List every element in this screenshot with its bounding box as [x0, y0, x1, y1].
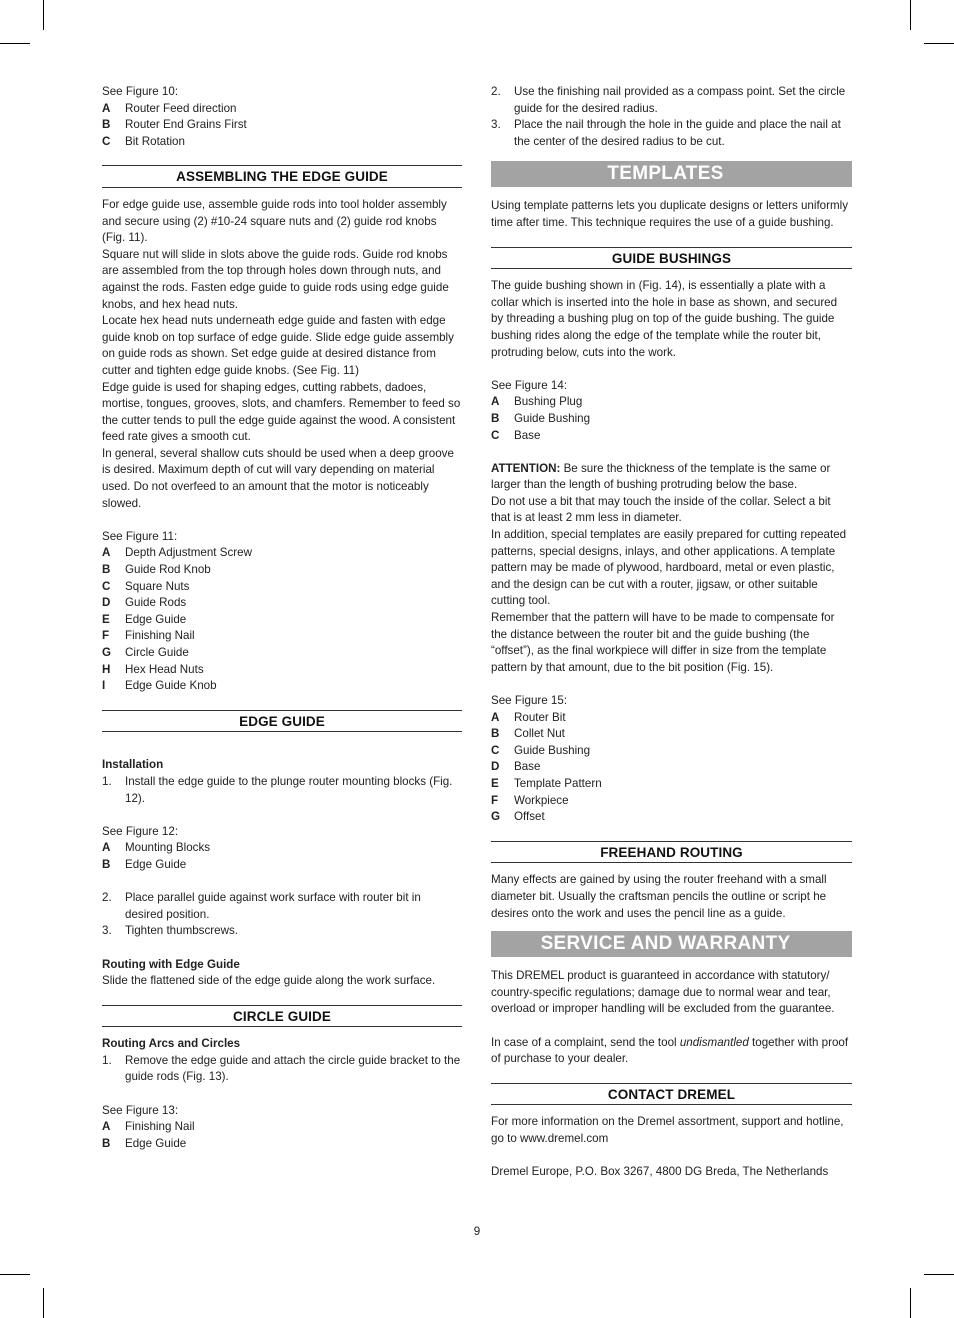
list-item: D Guide Rods [102, 596, 187, 610]
list-item: C Bit Rotation [102, 134, 185, 148]
list-item: B Guide Rod Knob [102, 563, 211, 577]
crop-mark [924, 1274, 954, 1275]
paragraph: In general, several shallow cuts should be used when a deep groove is desired. Maximum depth of cut will vary depending on material used. Do not overfeed to an amount that the motor is noticeably slowed. [102, 446, 454, 510]
left-column [102, 84, 462, 1152]
circle-guide-heading: CIRCLE GUIDE [102, 1005, 462, 1028]
fig10-intro: See Figure 10: [102, 85, 179, 98]
templates-heading: TEMPLATES [491, 161, 852, 187]
fig10-list [102, 101, 462, 151]
list-item: B Edge Guide [102, 1136, 187, 1150]
paragraph: Many effects are gained by using the router freehand with a small diameter bit. Usually the craftsman pencils the outline or script he desires onto the work and uses the pencil line as a guide. [491, 873, 827, 920]
list-item: G Circle Guide [102, 646, 189, 659]
complaint-paragraph: In case of a complaint, send the tool undismantled together with proof of purchase to your dealer. [491, 1035, 849, 1066]
list-item: A Bushing Plug [491, 395, 583, 409]
list-item: G Offset [491, 810, 545, 824]
right-column [491, 84, 852, 1181]
attention-label: ATTENTION: [491, 461, 561, 475]
freehand-routing-heading: FREEHAND ROUTING [491, 841, 852, 864]
list-item: A Router Bit [491, 710, 566, 724]
page-number: 9 [473, 1225, 481, 1238]
crop-mark [0, 43, 30, 44]
paragraph: Remember that the pattern will have to be made to compensate for the distance between the router bit and the guide bushing (the “offset”), as the final workpiece will differ in size from the template pattern by that amount, due to the bit position (Fig. 15). [491, 611, 835, 674]
numbered-step: 1. Remove the edge guide and attach the circle guide bracket to the guide rods (Fig. 13). [102, 1053, 461, 1084]
list-item: C Square Nuts [102, 579, 190, 593]
list-item: B Edge Guide [102, 857, 187, 871]
list-item: A Finishing Nail [102, 1120, 195, 1134]
list-item: F Workpiece [491, 793, 569, 807]
routing-arcs-subheading: Routing Arcs and Circles [102, 1037, 241, 1051]
crop-mark [910, 0, 911, 30]
list-item: I Edge Guide Knob [102, 679, 217, 693]
crop-mark [910, 1288, 911, 1318]
list-item: A Mounting Blocks [102, 841, 211, 855]
list-item: E Edge Guide [102, 612, 187, 626]
routing-edge-guide-subheading: Routing with Edge Guide [102, 957, 240, 971]
list-item: B Collet Nut [491, 727, 565, 741]
list-item: A Depth Adjustment Screw [102, 546, 252, 560]
edge-guide-heading: EDGE GUIDE [102, 710, 462, 733]
fig11-list [102, 545, 462, 694]
paragraph: Locate hex head nuts underneath edge guide and fasten with edge guide knob on top surface of edge guide. Slide edge guide assembly on guide rods as shown. Set edge guide at desired distance from cutter and tighten edge guide knobs. (See Fig. 11) [102, 314, 454, 377]
list-item: D Base [491, 760, 541, 774]
numbered-step: 2. Use the finishing nail provided as a compass point. Set the circle guide for the desired radius. [491, 85, 846, 115]
installation-subheading: Installation [102, 758, 164, 772]
paragraph: For edge guide use, assemble guide rods into tool holder assembly and secure using (2) #10-24 square nuts and (2) guide rod knobs (Fig. 11). [102, 197, 447, 245]
service-warranty-heading: SERVICE AND WARRANTY [491, 931, 852, 957]
crop-mark [43, 1288, 44, 1318]
list-item: C Base [491, 428, 541, 442]
fig11-intro: See Figure 11: [102, 529, 178, 543]
attention-paragraph: ATTENTION: Be sure the thickness of the template is the same or larger than the length of bushing protruding below the base. [491, 461, 831, 492]
fig12-intro: See Figure 12: [102, 824, 179, 838]
numbered-step: 2. Place parallel guide against work surface with router bit in desired position. [102, 891, 421, 921]
numbered-step: 3. Tighten thumbscrews. [102, 924, 238, 938]
paragraph: Slide the flattened side of the edge guide along the work surface. [102, 974, 436, 988]
assembling-edge-guide-heading: ASSEMBLING THE EDGE GUIDE [102, 165, 462, 188]
list-item: B Router End Grains First [102, 118, 247, 132]
paragraph: In addition, special templates are easily prepared for cutting repeated patterns, special designs, inlays, and other applications. A template pattern may be made of plywood, hardboard, metal or even plastic, and the design can be cut with a router, jigsaw, or other suitable cutting tool. [491, 528, 847, 608]
paragraph: Square nut will slide in slots above the guide rods. Guide rod knobs are assembled from the top through holes down through nuts, and against the rods. Fasten edge guide to guide rods using edge guide knobs, and hex head nuts. [102, 247, 449, 311]
paragraph: This DREMEL product is guaranteed in accordance with statutory/ country-specific regulations; damage due to normal wear and tear, overload or improper handling will be excluded from the guarantee. [491, 969, 835, 1016]
crop-mark [924, 43, 954, 44]
list-item: E Template Pattern [491, 776, 602, 790]
list-item: B Guide Bushing [491, 411, 591, 425]
numbered-step: 3. Place the nail through the hole in the guide and place the nail at the center of the desired radius to be cut. [491, 118, 841, 148]
paragraph: Using template patterns lets you duplicate designs or letters uniformly time after time. This technique requires the use of a guide bushing. [491, 199, 849, 229]
list-item: H Hex Head Nuts [102, 662, 204, 676]
list-item: F Finishing Nail [102, 629, 195, 643]
paragraph: Edge guide is used for shaping edges, cutting rabbets, dadoes, mortise, tongues, grooves, slots, and chamfers. Remember to feed so the cutter tends to pull the edge guide against the wood. A consistent feed rate gives a smooth cut. [102, 380, 461, 444]
fig13-intro: See Figure 13: [102, 1103, 179, 1117]
fig14-intro: See Figure 14: [491, 378, 568, 392]
paragraph: For more information on the Dremel assortment, support and hotline, go to www.dremel.com [491, 1115, 844, 1145]
paragraph: Do not use a bit that may touch the inside of the collar. Select a bit that is at least 2 mm less in diameter. [491, 494, 831, 525]
guide-bushings-heading: GUIDE BUSHINGS [491, 247, 852, 270]
paragraph: The guide bushing shown in (Fig. 14), is essentially a plate with a collar which is inserted into the hole in base as shown, and secured by threading a bushing plug on top of the guide bushing. The guide bushing rides along the edge of the template while the router bit, protruding below, cuts into the work. [491, 279, 838, 359]
address: Dremel Europe, P.O. Box 3267, 4800 DG Breda, The Netherlands [491, 1165, 829, 1179]
numbered-step: 1. Install the edge guide to the plunge router mounting blocks (Fig. 12). [102, 774, 453, 805]
crop-mark [0, 1274, 30, 1275]
list-item: A Router Feed direction [102, 101, 237, 115]
fig15-intro: See Figure 15: [491, 694, 568, 707]
list-item: C Guide Bushing [491, 743, 591, 757]
contact-dremel-heading: CONTACT DREMEL [491, 1083, 852, 1106]
crop-mark [43, 0, 44, 30]
